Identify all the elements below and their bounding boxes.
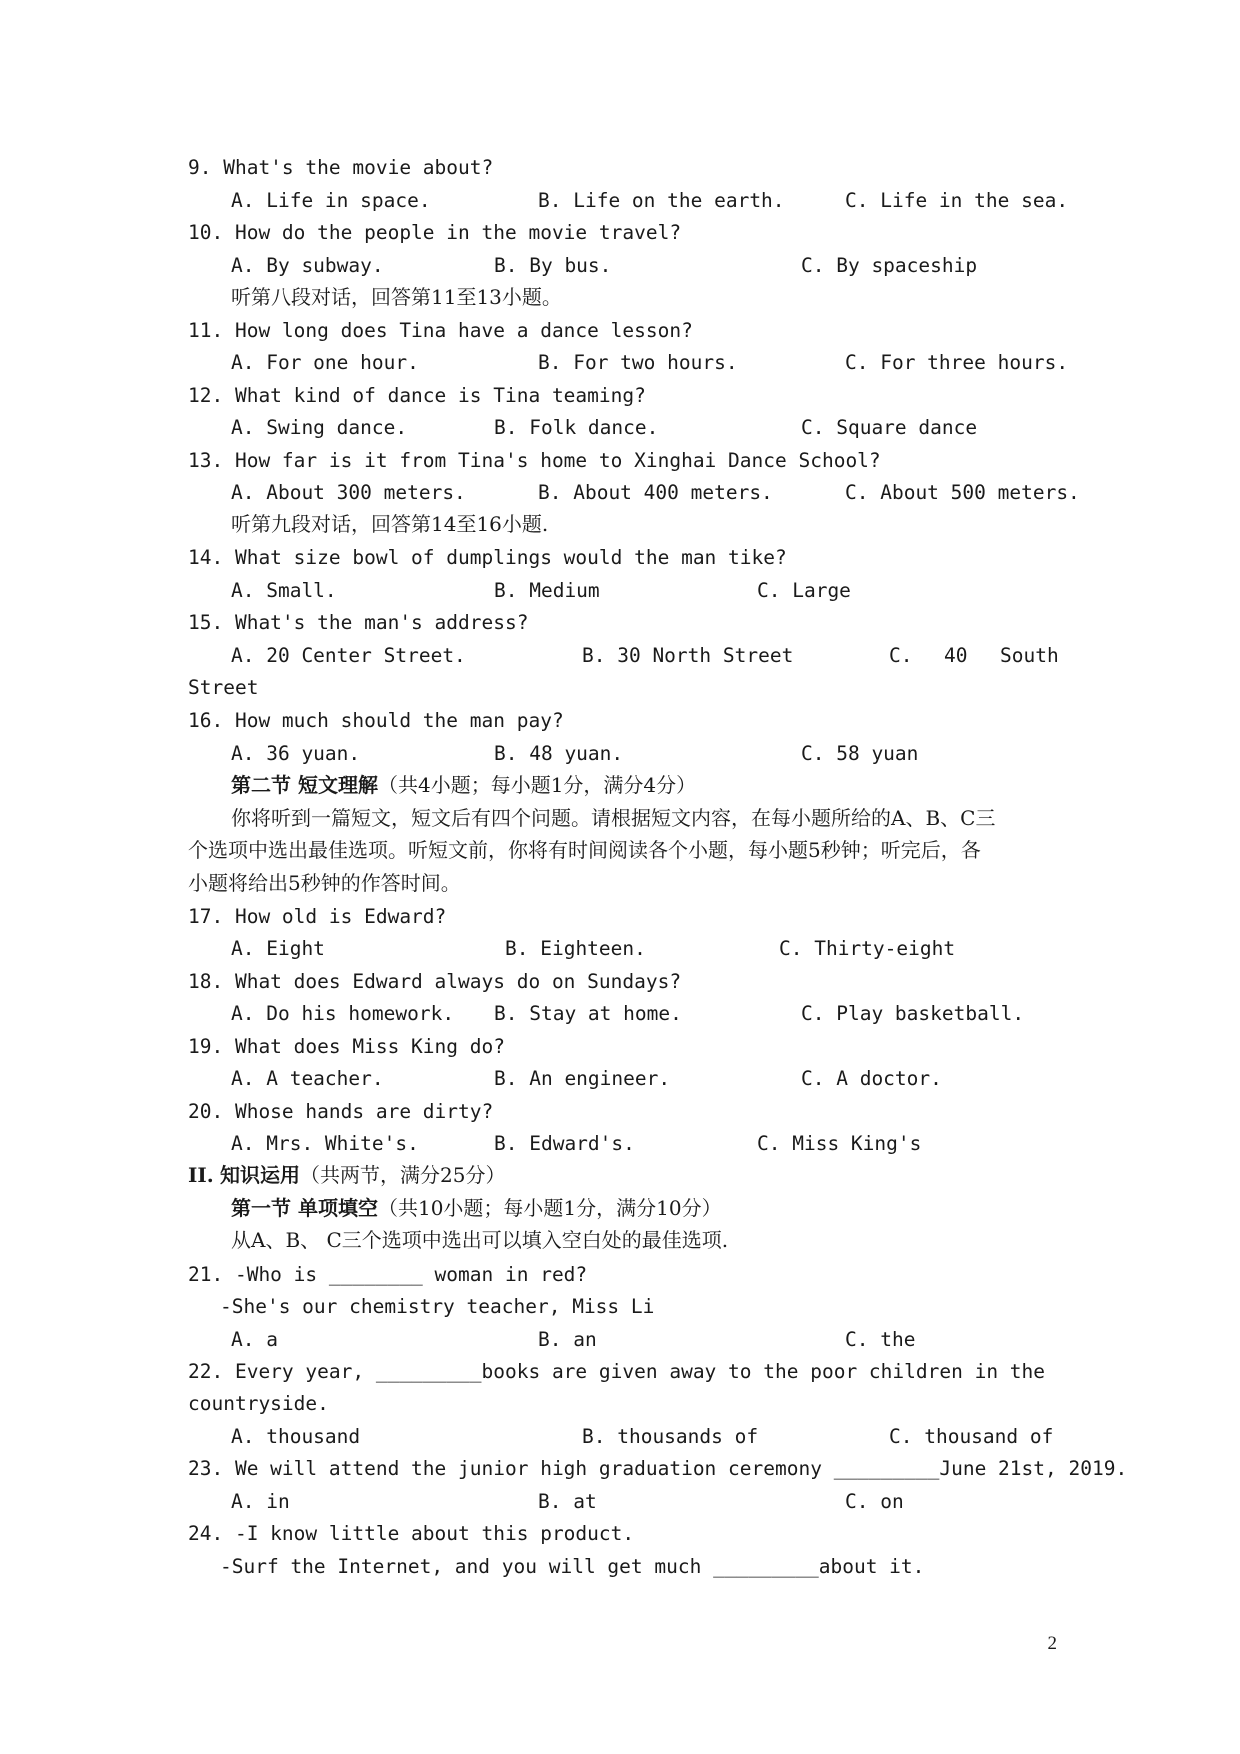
option-15c-letter: C. — [889, 644, 913, 667]
section-2-scoring: （共4小题；每小题1分，满分4分） — [377, 773, 697, 797]
option-9c: C. Life in the sea. — [845, 189, 1069, 212]
question-18: 18. What does Edward always do on Sundays? — [188, 970, 682, 993]
option-18b: B. Stay at home. — [494, 1002, 682, 1025]
option-15c-number: 40 — [944, 644, 968, 667]
part-2-title: 知识运用 — [220, 1163, 301, 1187]
option-14b: B. Medium — [494, 579, 600, 602]
section-2-instruction-3: 小题将给出5秒钟的作答时间。 — [188, 871, 461, 895]
option-18a: A. Do his homework. — [231, 1002, 455, 1025]
option-9b: B. Life on the earth. — [538, 189, 785, 212]
option-16c: C. 58 yuan — [801, 742, 919, 765]
question-22-continued: countryside. — [188, 1392, 329, 1415]
option-20b: B. Edward's. — [494, 1132, 635, 1155]
question-13: 13. How far is it from Tina's home to Xinghai Dance School? — [188, 449, 881, 472]
question-14: 14. What size bowl of dumplings would the man tike? — [188, 546, 787, 569]
option-13c: C. About 500 meters. — [845, 481, 1080, 504]
question-23: 23. We will attend the junior high graduation ceremony _________June 21st, 2019. — [188, 1457, 1128, 1480]
part-2-number: II. — [188, 1163, 214, 1187]
instruction-dialogue-9: 听第九段对话，回答第14至16小题. — [231, 512, 549, 536]
option-19c: C. A doctor. — [801, 1067, 942, 1090]
page-number: 2 — [1047, 1633, 1057, 1654]
option-19b: B. An engineer. — [494, 1067, 671, 1090]
section-1-title: 第一节 单项填空 — [231, 1196, 378, 1220]
option-22c: C. thousand of — [889, 1425, 1054, 1448]
question-17: 17. How old is Edward? — [188, 905, 447, 928]
option-22a: A. thousand — [231, 1425, 361, 1448]
option-16b: B. 48 yuan. — [494, 742, 624, 765]
option-12c: C. Square dance — [801, 416, 978, 439]
option-22b: B. thousands of — [582, 1425, 759, 1448]
option-10c: C. By spaceship — [801, 254, 978, 277]
option-23b: B. at — [538, 1490, 597, 1513]
option-15b: B. 30 North Street — [582, 644, 794, 667]
question-24-reply: -Surf the Internet, and you will get much _________about it. — [220, 1555, 925, 1578]
option-20a: A. Mrs. White's. — [231, 1132, 419, 1155]
option-11c: C. For three hours. — [845, 351, 1069, 374]
option-16a: A. 36 yuan. — [231, 742, 361, 765]
option-17c: C. Thirty-eight — [779, 937, 956, 960]
option-14a: A. Small. — [231, 579, 337, 602]
question-22: 22. Every year, _________books are given away to the poor children in the — [188, 1360, 1046, 1383]
option-15c-continued: Street — [188, 676, 259, 699]
option-11a: A. For one hour. — [231, 351, 419, 374]
question-9: 9. What's the movie about? — [188, 156, 494, 179]
question-10: 10. How do the people in the movie travel? — [188, 221, 682, 244]
section-2-heading — [231, 775, 696, 795]
option-17b: B. Eighteen. — [505, 937, 646, 960]
option-15c-word: South — [1000, 644, 1059, 667]
part-2-scoring: （共两节，满分25分） — [300, 1163, 506, 1187]
option-15a: A. 20 Center Street. — [231, 644, 466, 667]
section-1-scoring: （共10小题；每小题1分，满分10分） — [377, 1196, 722, 1220]
option-21c: C. the — [845, 1328, 916, 1351]
option-20c: C. Miss King's — [757, 1132, 922, 1155]
part-2-heading — [188, 1165, 506, 1185]
question-12: 12. What kind of dance is Tina teaming? — [188, 384, 646, 407]
option-21b: B. an — [538, 1328, 597, 1351]
option-14c: C. Large — [757, 579, 851, 602]
question-16: 16. How much should the man pay? — [188, 709, 564, 732]
question-21-reply: -She's our chemistry teacher, Miss Li — [220, 1295, 655, 1318]
question-19: 19. What does Miss King do? — [188, 1035, 505, 1058]
option-13b: B. About 400 meters. — [538, 481, 773, 504]
option-19a: A. A teacher. — [231, 1067, 384, 1090]
question-15: 15. What's the man's address? — [188, 611, 529, 634]
option-12b: B. Folk dance. — [494, 416, 659, 439]
option-11b: B. For two hours. — [538, 351, 738, 374]
instruction-dialogue-8: 听第八段对话，回答第11至13小题。 — [231, 285, 562, 309]
option-10a: A. By subway. — [231, 254, 384, 277]
section-2-instruction-1: 你将听到一篇短文，短文后有四个问题。请根据短文内容，在每小题所给的A、B、C三 — [231, 806, 996, 830]
option-18c: C. Play basketball. — [801, 1002, 1025, 1025]
option-9a: A. Life in space. — [231, 189, 431, 212]
option-21a: A. a — [231, 1328, 278, 1351]
option-23a: A. in — [231, 1490, 290, 1513]
option-12a: A. Swing dance. — [231, 416, 408, 439]
section-2-title: 第二节 短文理解 — [231, 773, 378, 797]
question-21: 21. -Who is ________ woman in red? — [188, 1263, 588, 1286]
question-11: 11. How long does Tina have a dance lesson? — [188, 319, 693, 342]
section-1-instruction: 从A、B、 C三个选项中选出可以填入空白处的最佳选项. — [231, 1228, 729, 1252]
question-24: 24. -I know little about this product. — [188, 1522, 635, 1545]
section-2-instruction-2: 个选项中选出最佳选项。听短文前，你将有时间阅读各个小题，每小题5秒钟；听完后，各 — [188, 838, 981, 862]
option-23c: C. on — [845, 1490, 904, 1513]
option-13a: A. About 300 meters. — [231, 481, 466, 504]
question-20: 20. Whose hands are dirty? — [188, 1100, 494, 1123]
section-1-heading — [231, 1198, 722, 1218]
option-10b: B. By bus. — [494, 254, 612, 277]
option-17a: A. Eight — [231, 937, 325, 960]
